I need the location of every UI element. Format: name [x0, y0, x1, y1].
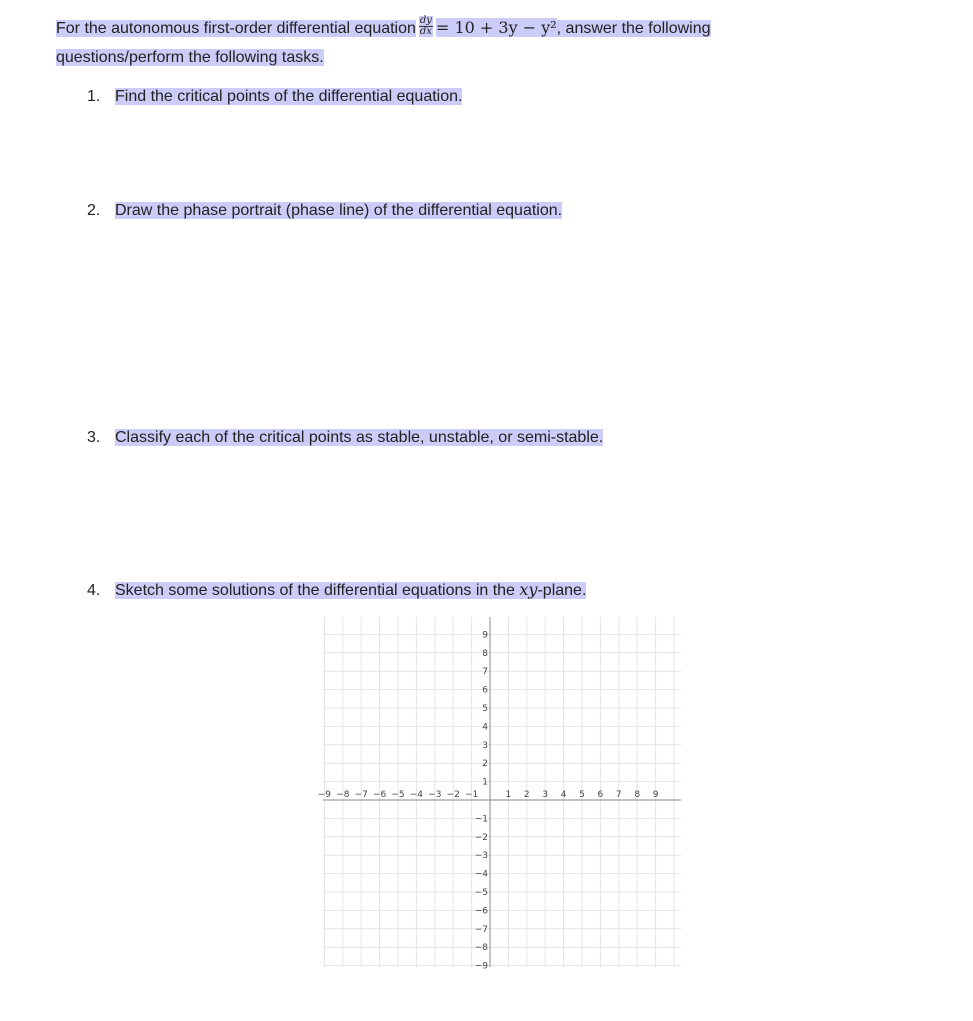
y-tick-label: −6 — [474, 906, 488, 917]
y-tick-label: 6 — [482, 685, 488, 696]
x-tick-label: −6 — [372, 790, 387, 800]
y-tick-label: 5 — [482, 704, 488, 714]
task-4-text-after: -plane. — [537, 582, 587, 599]
task-1-number: 1. — [87, 88, 101, 105]
y-tick-label: −8 — [474, 943, 488, 954]
y-tick-label: −4 — [474, 869, 488, 880]
x-tick-label: −1 — [464, 790, 479, 800]
task-1-text: Find the critical points of the differential equation. — [115, 88, 463, 105]
task-4-text-before: Sketch some solutions of the differential equations in the — [115, 582, 520, 599]
x-tick-labels — [318, 790, 659, 800]
x-tick-label: 3 — [542, 790, 549, 800]
x-tick-label: −9 — [317, 790, 332, 800]
y-tick-label: 2 — [482, 759, 488, 770]
y-tick-label: −5 — [474, 888, 488, 898]
x-tick-label: 7 — [615, 790, 622, 800]
y-tick-label: −2 — [474, 832, 488, 843]
y-tick-label: 4 — [482, 722, 488, 733]
fraction-denominator: dx — [419, 26, 432, 38]
x-tick-label: 8 — [634, 790, 641, 800]
intro-line-1 — [56, 17, 711, 40]
x-tick-label: 4 — [560, 790, 567, 800]
y-tick-label: −3 — [474, 851, 488, 862]
x-tick-label: −8 — [336, 790, 350, 800]
y-tick-label: 1 — [482, 777, 488, 788]
x-tick-label: −2 — [446, 790, 460, 800]
x-tick-label: 2 — [523, 790, 530, 800]
y-tick-label: −9 — [474, 961, 488, 972]
task-2 — [87, 200, 562, 222]
y-tick-label: −1 — [474, 814, 488, 825]
derivative-fraction — [419, 16, 433, 37]
x-tick-label: −7 — [354, 790, 368, 800]
task-2-number: 2. — [87, 202, 101, 219]
task-4-variable: xy — [519, 580, 538, 599]
task-1 — [87, 86, 462, 108]
y-tick-label: 3 — [482, 740, 488, 751]
y-tick-labels — [475, 630, 489, 971]
task-3 — [87, 427, 603, 449]
y-tick-label: −7 — [474, 924, 488, 935]
x-tick-label: −3 — [428, 790, 442, 800]
x-tick-label: 6 — [597, 790, 604, 800]
y-tick-label: 7 — [482, 667, 488, 678]
intro-text-after: , answer the following — [556, 20, 711, 37]
x-tick-label: 9 — [652, 790, 659, 800]
x-tick-label: 1 — [505, 790, 512, 800]
y-tick-label: 8 — [482, 648, 488, 659]
x-tick-label: −4 — [409, 790, 424, 800]
task-4 — [87, 579, 586, 602]
task-3-text: Classify each of the critical points as stable, unstable, or semi-stable. — [115, 429, 604, 446]
task-4-text — [115, 582, 586, 599]
x-tick-label: −5 — [391, 790, 405, 800]
intro-line-2-text: questions/perform the following tasks. — [56, 49, 324, 66]
intro-line-2 — [56, 47, 324, 69]
x-tick-label: 5 — [579, 790, 585, 800]
coordinate-grid — [317, 617, 681, 972]
intro-text-before: For the autonomous first-order differential equation — [56, 20, 416, 37]
task-3-number: 3. — [87, 429, 101, 446]
task-2-text: Draw the phase portrait (phase line) of the differential equation. — [115, 202, 563, 219]
equation-rhs: = 10 + 3y − y² — [435, 18, 557, 37]
y-tick-label: 9 — [482, 630, 488, 641]
fraction-numerator: dy — [419, 15, 432, 27]
task-4-number: 4. — [87, 582, 101, 599]
